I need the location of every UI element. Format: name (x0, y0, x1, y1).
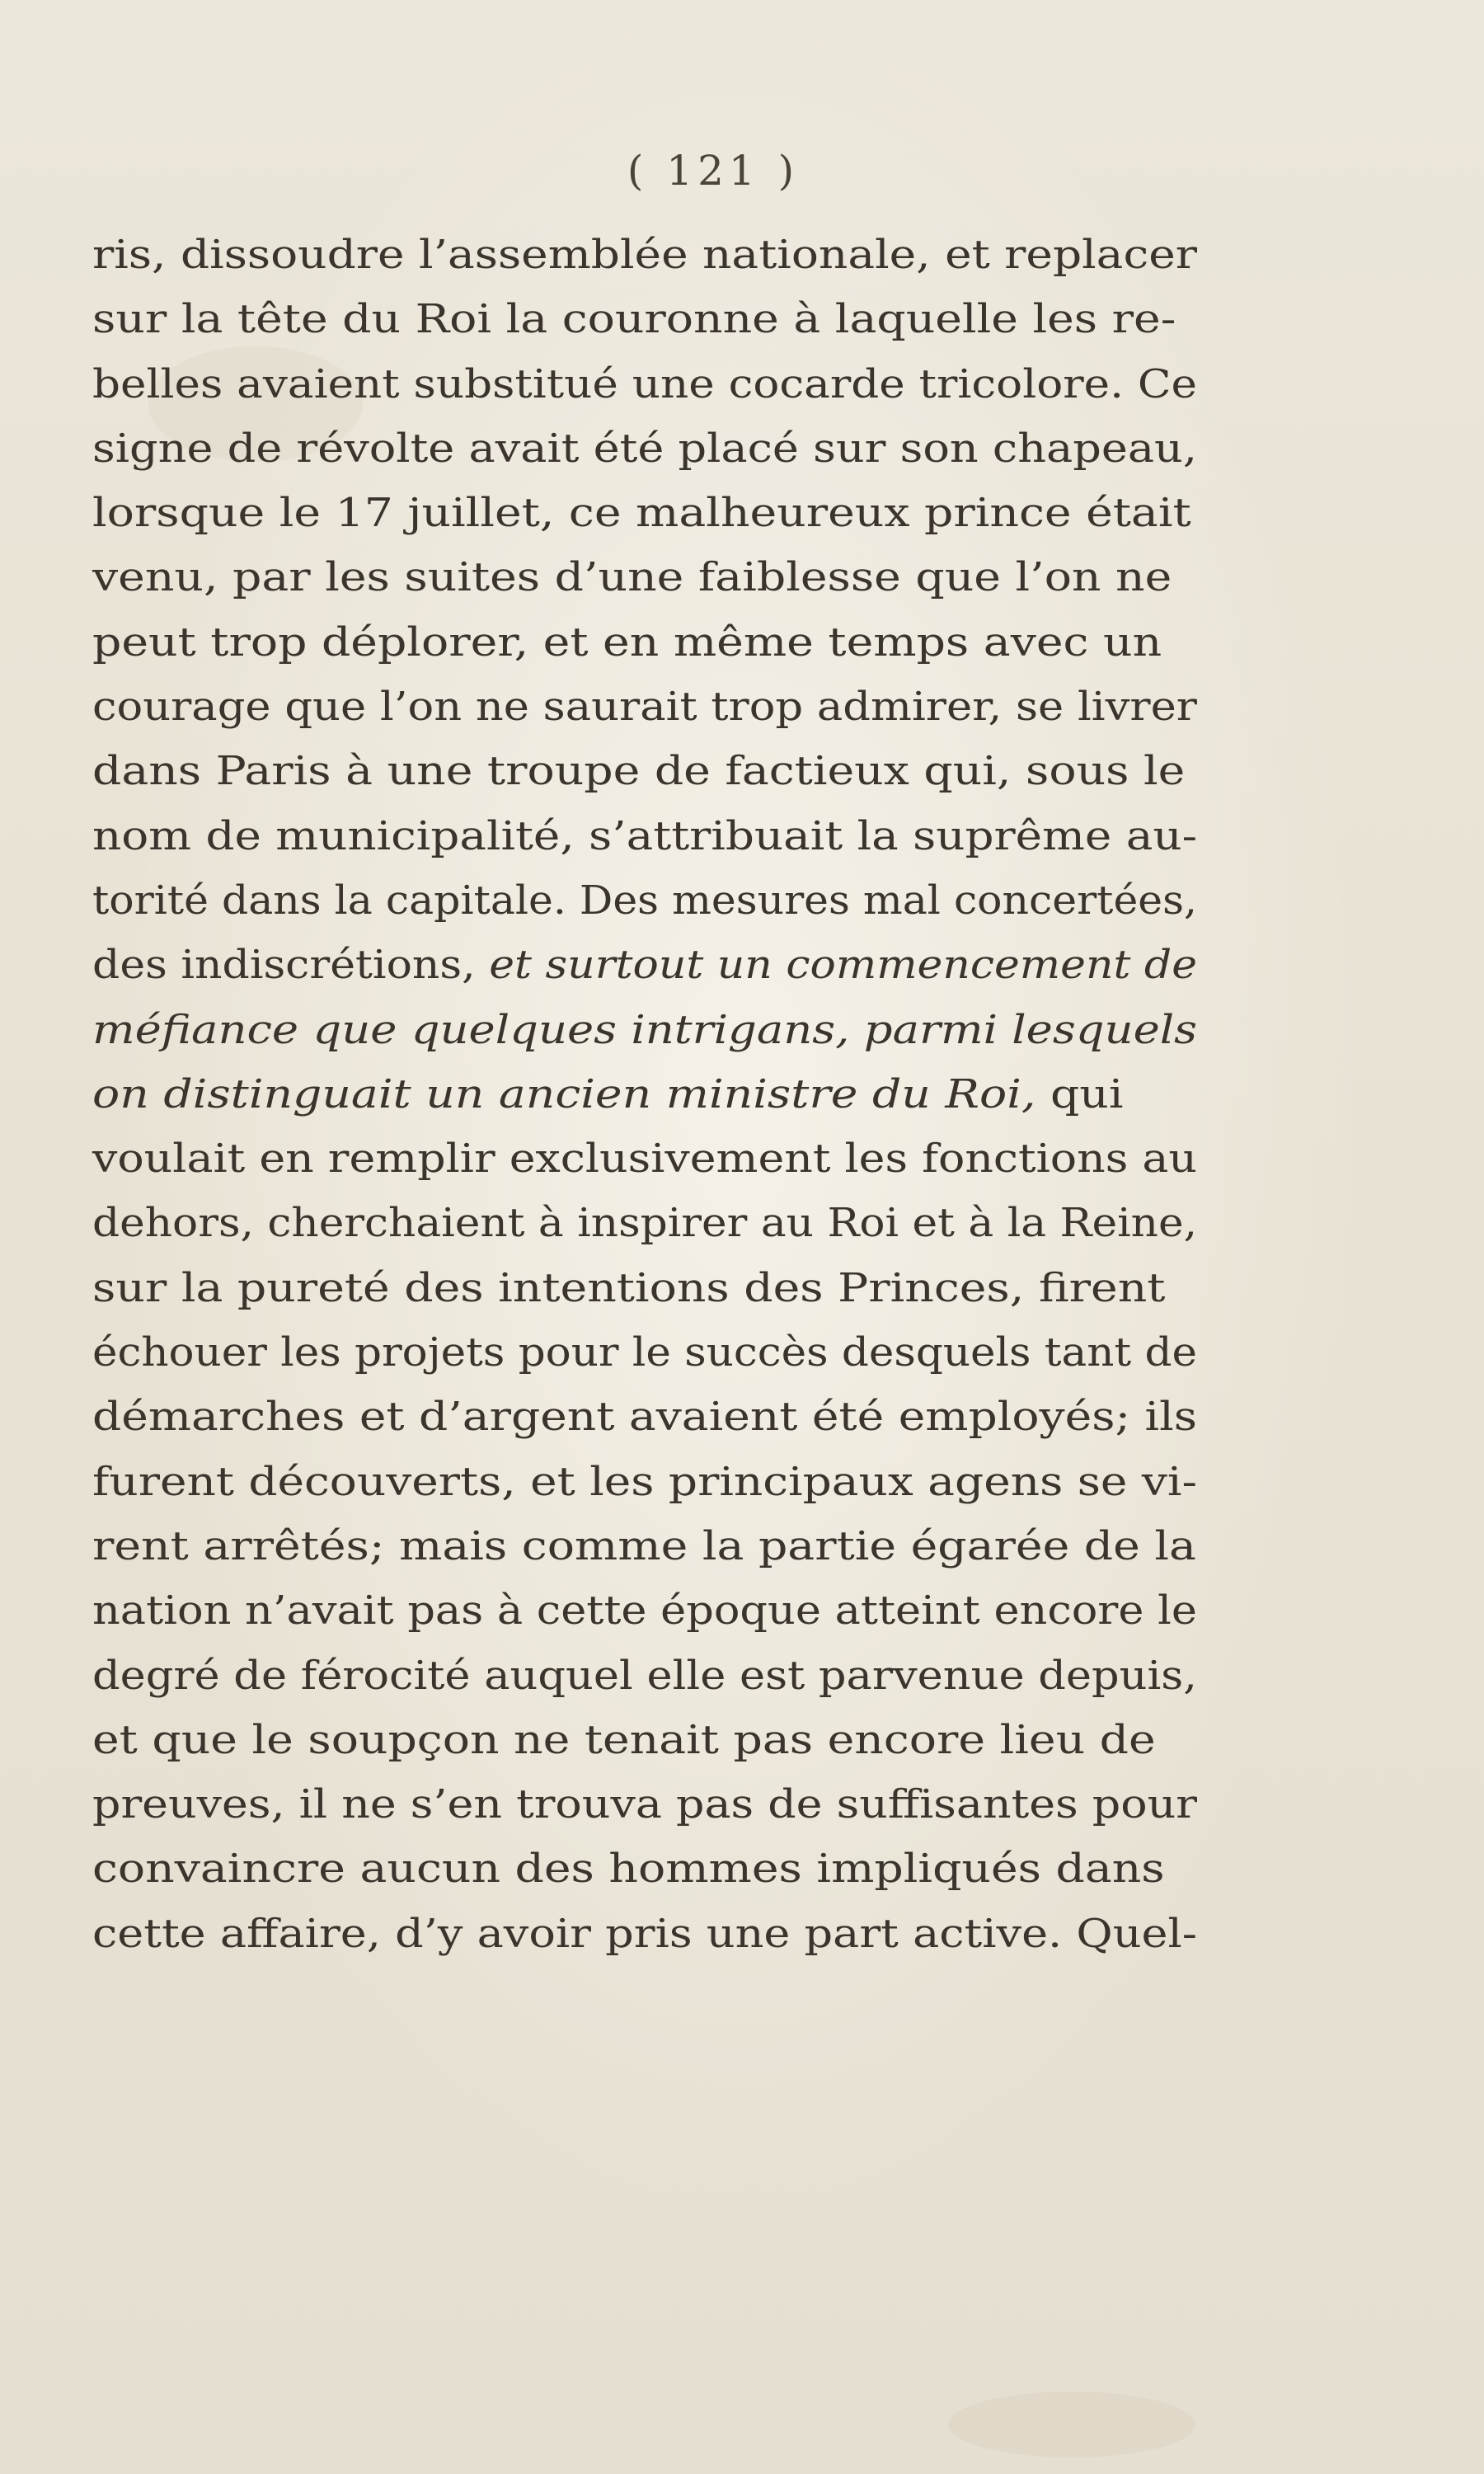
italic-text-segment: on distinguait un ancien ministre du Roi, (92, 1070, 1036, 1117)
text-line (92, 1126, 1329, 1191)
text-segment: furent découverts, et les principaux agens se vi- (92, 1458, 1198, 1505)
italic-text-segment: méfiance que quelques intrigans, parmi lesquels (92, 1006, 1198, 1053)
italic-text-segment: et surtout un commencement de (489, 942, 1198, 989)
text-segment: dans Paris à une troupe de factieux qui, sous le (92, 748, 1186, 795)
text-segment: sur la tête du Roi la couronne à laquelle les re- (92, 296, 1176, 343)
text-line (92, 739, 1363, 803)
text-line (92, 1644, 1302, 1708)
text-line (92, 1450, 1356, 1514)
text-line (92, 287, 1363, 351)
text-segment: degré de férocité auquel elle est parvenue depuis, (92, 1652, 1197, 1699)
text-line (92, 1837, 1363, 1901)
text-segment: convaincre aucun des hommes impliqués dans (92, 1846, 1165, 1893)
text-line (92, 416, 1336, 481)
text-segment: sur la pureté des intentions des Princes, firent (92, 1264, 1166, 1311)
text-segment: ris, dissoudre l’assemblée nationale, et replacer (92, 232, 1197, 278)
text-line (92, 223, 1357, 287)
text-line (92, 545, 1363, 609)
text-line (92, 1385, 1360, 1449)
text-line (92, 933, 1290, 997)
text-segment: échouer les projets pour le succès desquels tant de (92, 1329, 1197, 1376)
text-segment: lorsque le 17 juillet, ce malheureux prince était (92, 490, 1191, 537)
text-line (92, 998, 1344, 1062)
text-segment: rent arrêtés; mais comme la partie égarée de la (92, 1522, 1196, 1569)
text-segment: belles avaient substitué une cocarde tricolore. Ce (92, 360, 1198, 407)
text-segment: démarches et d’argent avaient été employés; ils (92, 1394, 1197, 1441)
text-line (92, 1578, 1300, 1643)
text-line (92, 675, 1304, 739)
text-line (92, 481, 1363, 545)
text-segment: peut trop déplorer, et en même temps avec un (92, 618, 1162, 666)
text-line (92, 610, 1363, 675)
page-number: ( 121 ) (627, 147, 800, 195)
text-segment: nation n’avait pas à cette époque atteint encore le (92, 1587, 1197, 1634)
text-line (92, 1191, 1283, 1255)
text-line (92, 1320, 1278, 1385)
text-line (92, 1256, 1363, 1320)
text-segment: cette affaire, d’y avoir pris une part active. Quel- (92, 1910, 1198, 1957)
text-segment: torité dans la capitale. Des mesures mal concertées, (92, 877, 1198, 924)
text-line (92, 1708, 1363, 1772)
text-segment: preuves, il ne s’en trouva pas de suffisantes pour (92, 1781, 1198, 1828)
body-text (92, 223, 1197, 1966)
text-segment: signe de révolte avait été placé sur son chapeau, (92, 425, 1198, 472)
text-line (92, 868, 1253, 933)
paper-stain (948, 2392, 1195, 2458)
text-line (92, 1514, 1363, 1578)
text-segment: nom de municipalité, s’attribuait la suprême au- (92, 812, 1198, 859)
text-segment: dehors, cherchaient à inspirer au Roi et à la Reine, (92, 1200, 1198, 1247)
text-line (92, 352, 1316, 416)
text-segment: qui (1036, 1070, 1124, 1117)
text-segment: venu, par les suites d’une faiblesse que l’on ne (92, 554, 1172, 601)
text-line (92, 804, 1352, 868)
text-segment: voulait en remplir exclusivement les fonctions au (92, 1136, 1197, 1183)
text-segment: et que le soupçon ne tenait pas encore lieu de (92, 1716, 1156, 1763)
text-line (92, 1902, 1336, 1966)
text-segment: des indiscrétions, (92, 942, 490, 989)
text-segment: courage que l’on ne saurait trop admirer, se livrer (92, 684, 1197, 731)
text-line (92, 1062, 1363, 1126)
text-line (92, 1772, 1331, 1837)
